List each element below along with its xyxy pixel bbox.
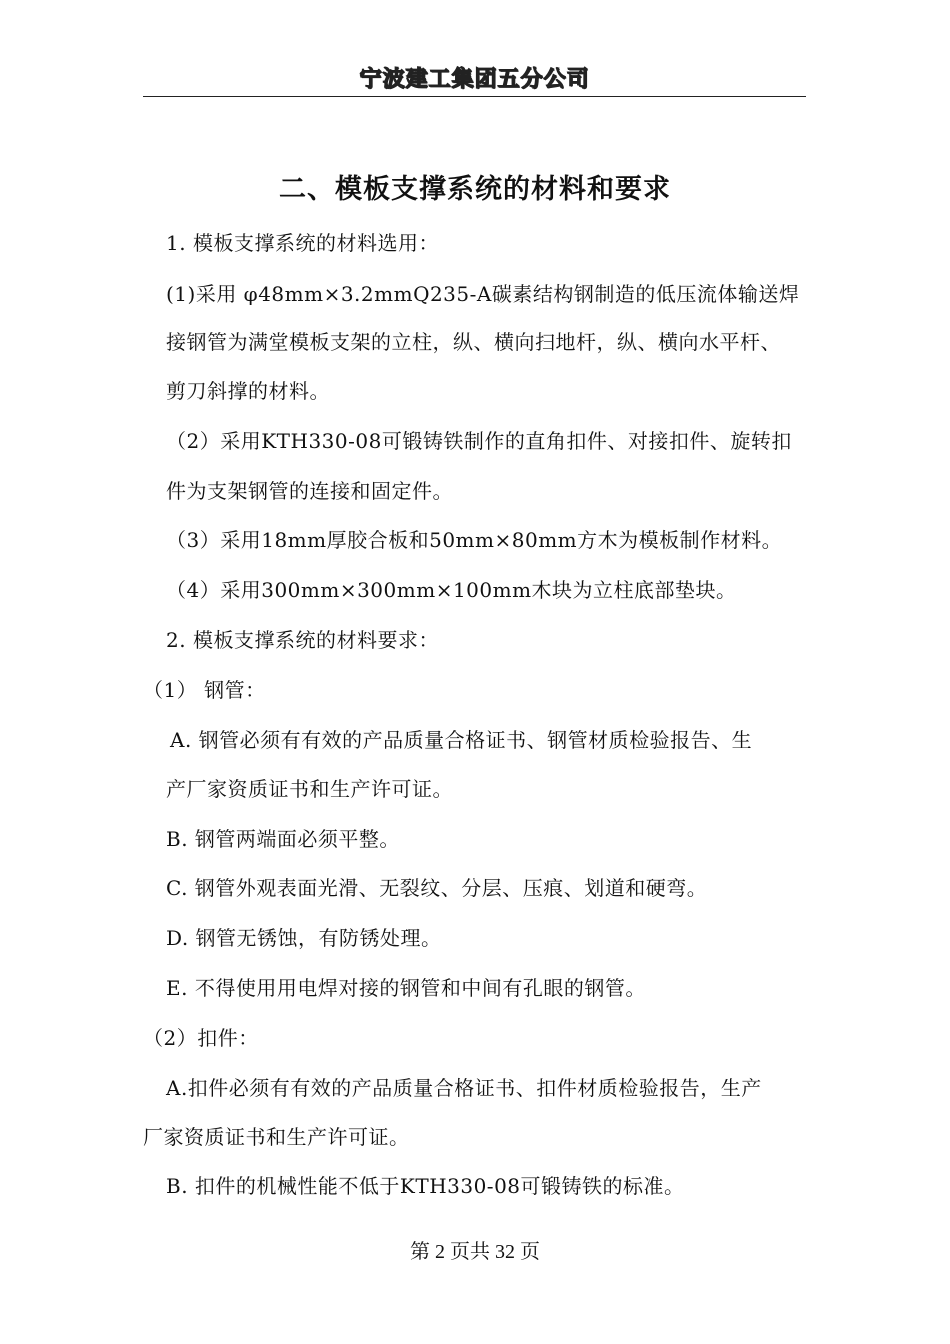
text-line: 剪刀斜撑的材料。	[166, 379, 330, 403]
text-line: 产厂家资质证书和生产许可证。	[166, 777, 453, 801]
text-line: （3）采用18mm厚胶合板和50mm×80mm方木为模板制作材料。	[166, 528, 783, 552]
text-line: 件为支架钢管的连接和固定件。	[166, 479, 453, 503]
text-line: B. 扣件的机械性能不低于KTH330-08可锻铸铁的标准。	[166, 1174, 685, 1198]
page-header	[143, 64, 806, 97]
text-line: 厂家资质证书和生产许可证。	[143, 1125, 410, 1149]
text-line: 2. 模板支撑系统的材料要求：	[166, 628, 439, 652]
text-line: C. 钢管外观表面光滑、无裂纹、分层、压痕、划道和硬弯。	[166, 876, 708, 900]
text-line: E. 不得使用用电焊对接的钢管和中间有孔眼的钢管。	[166, 976, 646, 1000]
company-name: 宁波建工集团五分公司	[359, 67, 590, 92]
text-line: （2）扣件：	[143, 1026, 259, 1050]
section-title: 二、模板支撑系统的材料和要求	[279, 174, 671, 205]
text-line: B. 钢管两端面必须平整。	[166, 827, 400, 851]
text-line: （2）采用KTH330-08可锻铸铁制作的直角扣件、对接扣件、旋转扣	[166, 429, 792, 453]
text-line: D. 钢管无锈蚀，有防锈处理。	[166, 926, 442, 950]
text-line: 1. 模板支撑系统的材料选用：	[166, 231, 439, 255]
text-line: （4）采用300mm×300mm×100mm木块为立柱底部垫块。	[166, 578, 737, 602]
text-line: (1)采用 φ48mm×3.2mmQ235-A碳素结构钢制造的低压流体输送焊	[166, 282, 800, 306]
text-line: 接钢管为满堂模板支架的立柱，纵、横向扫地杆，纵、横向水平杆、	[166, 330, 781, 354]
text-line: （1） 钢管：	[143, 678, 266, 702]
text-line: A. 钢管必须有有效的产品质量合格证书、钢管材质检验报告、生	[170, 728, 753, 752]
text-line: A.扣件必须有有效的产品质量合格证书、扣件材质检验报告，生产	[166, 1076, 762, 1100]
page-footer: 第 2 页共 32 页	[410, 1241, 540, 1263]
